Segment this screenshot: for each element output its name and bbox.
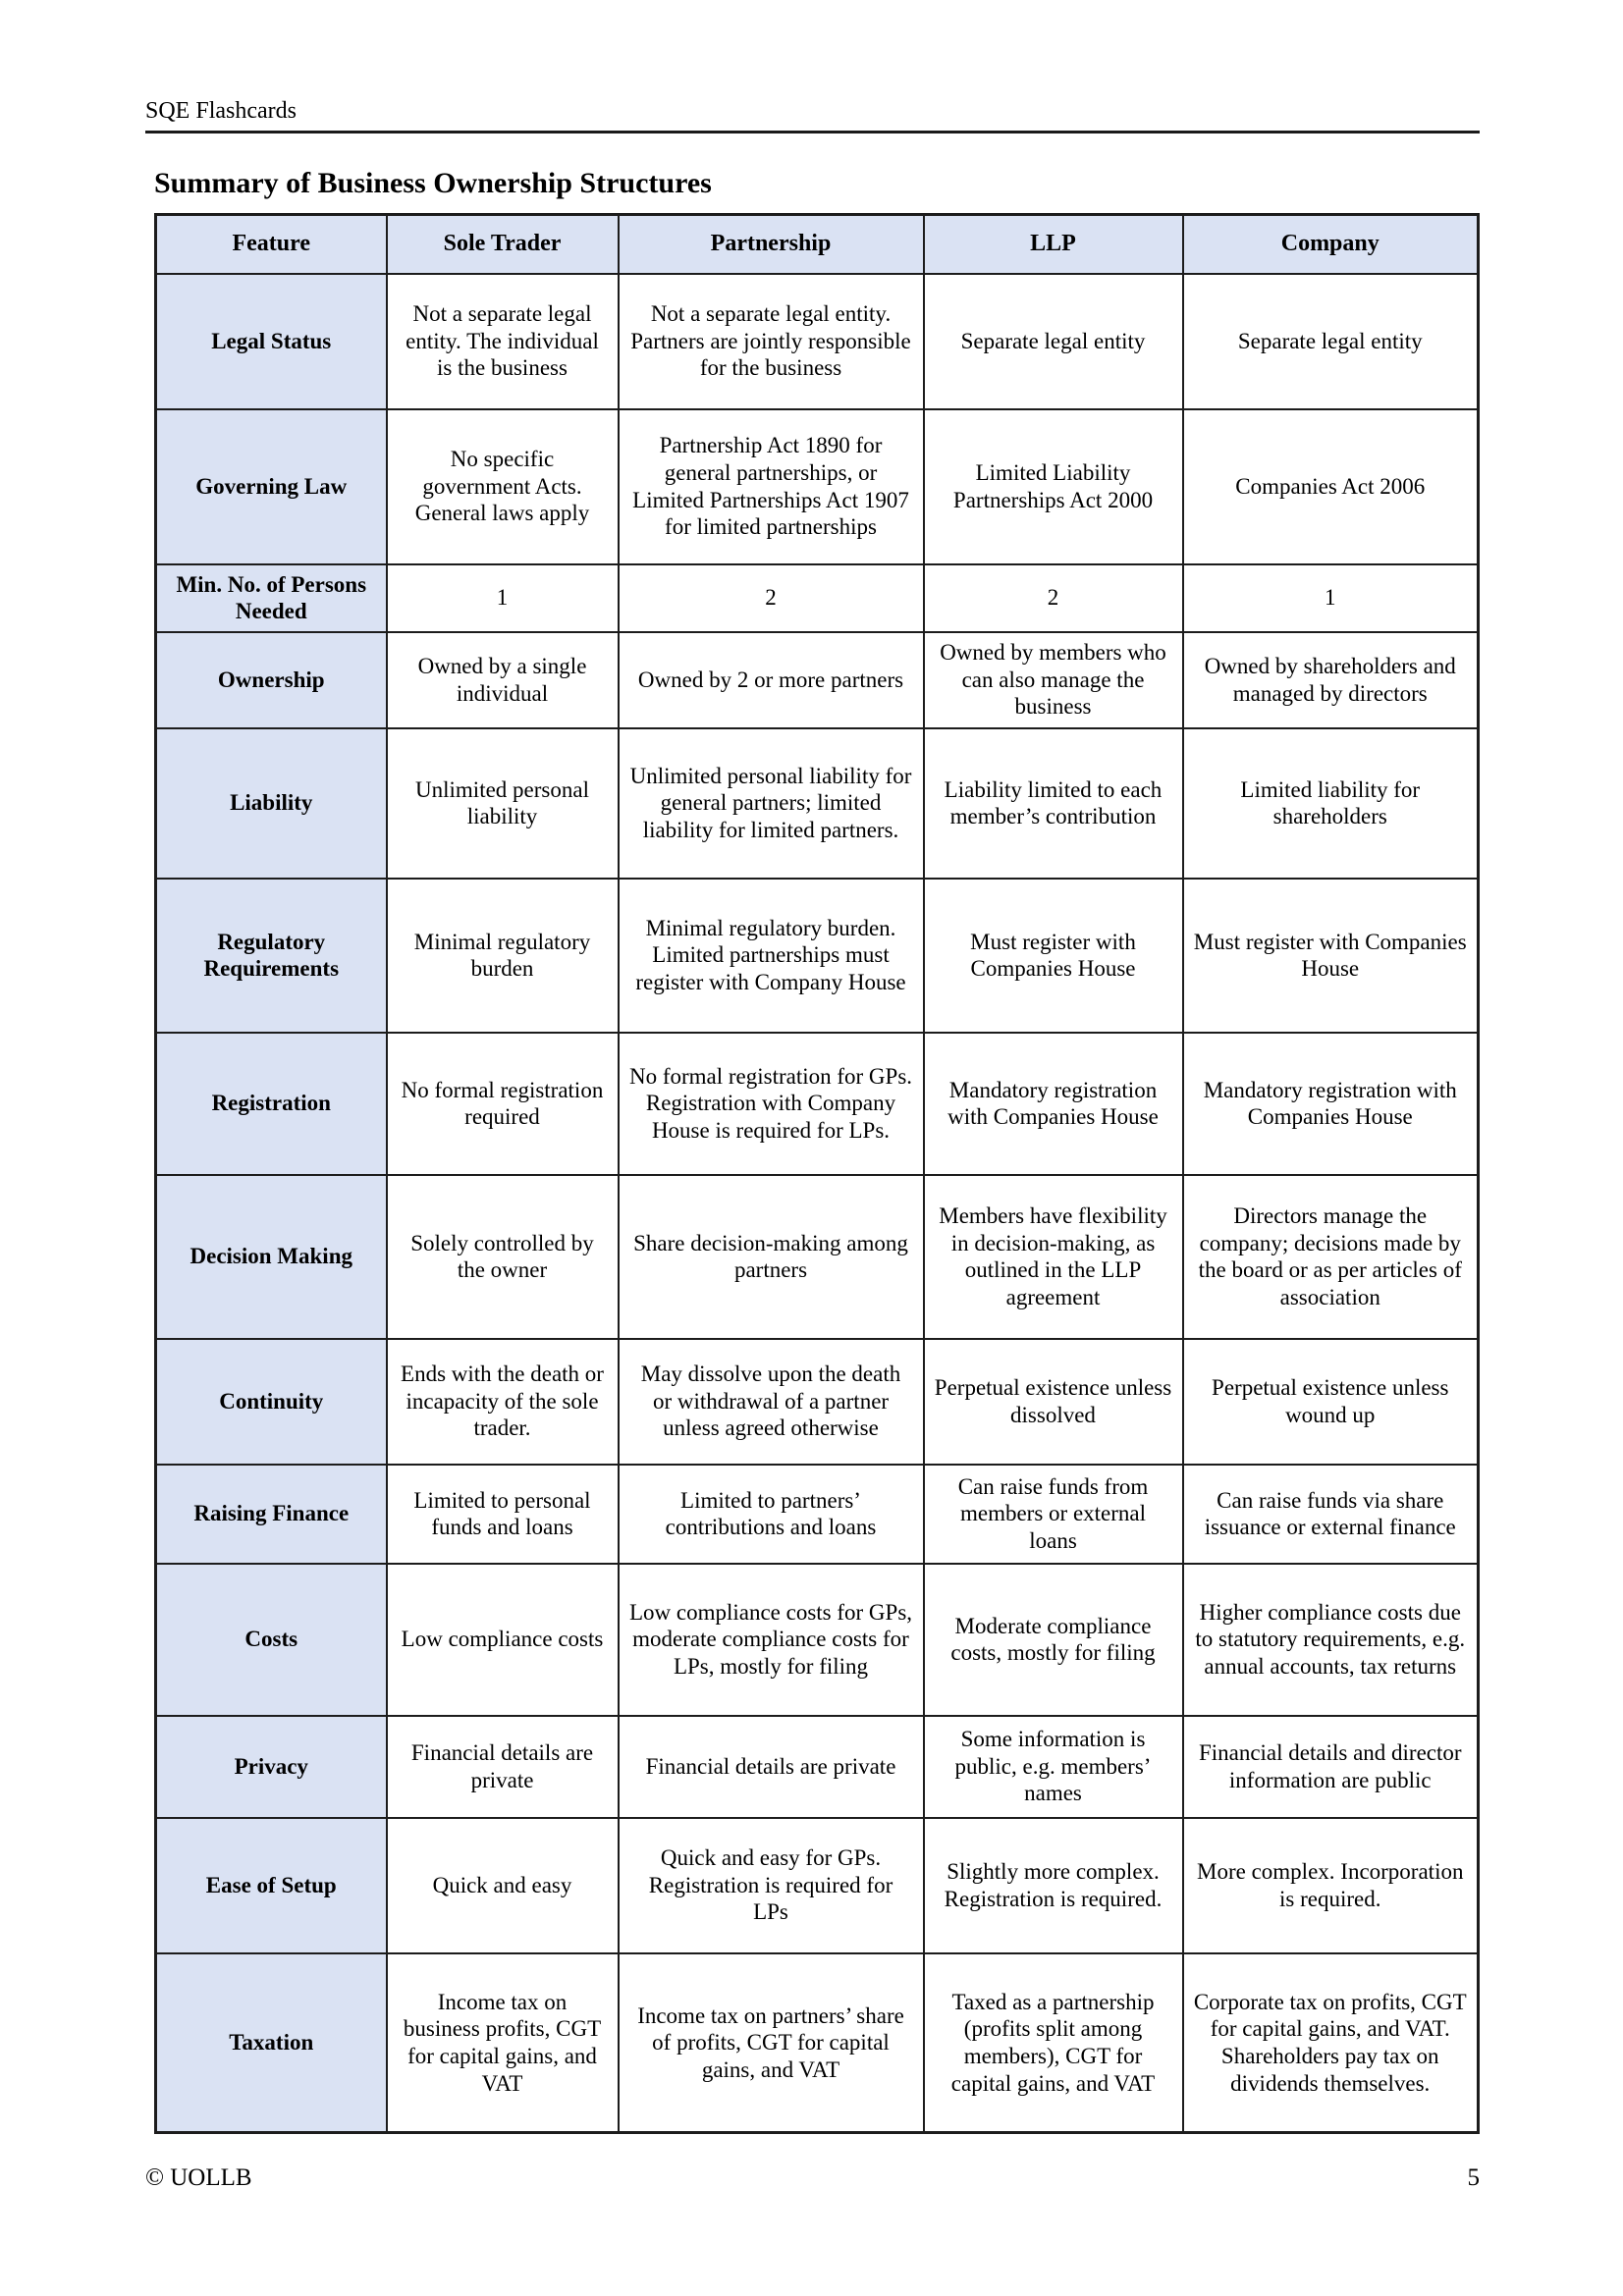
table-cell: Corporate tax on profits, CGT for capital gains, and VAT. Shareholders pay tax on dividends themselves. <box>1183 1953 1479 2133</box>
table-cell: Not a separate legal entity. The individual is the business <box>387 274 619 409</box>
table-cell: 1 <box>1183 564 1479 632</box>
table-cell: Solely controlled by the owner <box>387 1175 619 1339</box>
table-cell: Low compliance costs <box>387 1564 619 1716</box>
table-cell: Directors manage the company; decisions made by the board or as per articles of association <box>1183 1175 1479 1339</box>
table-row <box>156 632 1479 728</box>
table-cell: Can raise funds from members or external loans <box>924 1465 1183 1564</box>
feature-label: Raising Finance <box>156 1465 387 1564</box>
table-cell: Limited Liability Partnerships Act 2000 <box>924 409 1183 564</box>
table-cell: Mandatory registration with Companies House <box>1183 1033 1479 1175</box>
table-cell: Share decision-making among partners <box>619 1175 924 1339</box>
feature-label: Ease of Setup <box>156 1818 387 1953</box>
table-cell: Ends with the death or incapacity of the sole trader. <box>387 1339 619 1465</box>
page-title: Summary of Business Ownership Structures <box>154 167 712 199</box>
table-cell: No formal registration for GPs. Registration with Company House is required for LPs. <box>619 1033 924 1175</box>
table-cell: Owned by a single individual <box>387 632 619 728</box>
table-cell: Mandatory registration with Companies House <box>924 1033 1183 1175</box>
table-row <box>156 274 1479 409</box>
table-cell: 1 <box>387 564 619 632</box>
table-cell: No specific government Acts. General laws apply <box>387 409 619 564</box>
table-cell: Financial details are private <box>387 1716 619 1818</box>
feature-label: Continuity <box>156 1339 387 1465</box>
table-cell: Can raise funds via share issuance or external finance <box>1183 1465 1479 1564</box>
feature-label: Ownership <box>156 632 387 728</box>
column-header-feature: Feature <box>156 215 387 274</box>
feature-label: Regulatory Requirements <box>156 879 387 1033</box>
table-row <box>156 1818 1479 1953</box>
table-cell: Some information is public, e.g. members’ names <box>924 1716 1183 1818</box>
table-cell: Low compliance costs for GPs, moderate compliance costs for LPs, mostly for filing <box>619 1564 924 1716</box>
table-row <box>156 409 1479 564</box>
table-cell: More complex. Incorporation is required. <box>1183 1818 1479 1953</box>
table-cell: Financial details are private <box>619 1716 924 1818</box>
table-row <box>156 564 1479 632</box>
table-cell: Unlimited personal liability <box>387 728 619 879</box>
table-cell: Must register with Companies House <box>924 879 1183 1033</box>
table-row <box>156 1465 1479 1564</box>
running-header: SQE Flashcards <box>145 98 297 124</box>
feature-label: Legal Status <box>156 274 387 409</box>
ownership-structures-table <box>154 213 1480 2134</box>
table-cell: Liability limited to each member’s contribution <box>924 728 1183 879</box>
table-row <box>156 1953 1479 2133</box>
feature-label: Governing Law <box>156 409 387 564</box>
feature-label: Liability <box>156 728 387 879</box>
table-cell: Higher compliance costs due to statutory requirements, e.g. annual accounts, tax returns <box>1183 1564 1479 1716</box>
table-cell: Moderate compliance costs, mostly for filing <box>924 1564 1183 1716</box>
table-header-row <box>156 215 1479 274</box>
table-cell: Separate legal entity <box>924 274 1183 409</box>
feature-label: Min. No. of Persons Needed <box>156 564 387 632</box>
table-cell: Owned by shareholders and managed by directors <box>1183 632 1479 728</box>
feature-label: Privacy <box>156 1716 387 1818</box>
table-cell: Income tax on partners’ share of profits, CGT for capital gains, and VAT <box>619 1953 924 2133</box>
table-cell: Not a separate legal entity. Partners are jointly responsible for the business <box>619 274 924 409</box>
table-row <box>156 879 1479 1033</box>
table-cell: Quick and easy <box>387 1818 619 1953</box>
table-cell: Must register with Companies House <box>1183 879 1479 1033</box>
column-header-partnership: Partnership <box>619 215 924 274</box>
table-cell: Companies Act 2006 <box>1183 409 1479 564</box>
table-cell: Owned by 2 or more partners <box>619 632 924 728</box>
header-rule-divider <box>145 131 1480 133</box>
table-cell: May dissolve upon the death or withdrawal of a partner unless agreed otherwise <box>619 1339 924 1465</box>
page-number: 5 <box>1467 2164 1480 2191</box>
footer-copyright: © UOLLB <box>145 2164 252 2191</box>
table-row <box>156 1564 1479 1716</box>
table-row <box>156 1033 1479 1175</box>
table-cell: Income tax on business profits, CGT for capital gains, and VAT <box>387 1953 619 2133</box>
table-cell: Unlimited personal liability for general partners; limited liability for limited partners. <box>619 728 924 879</box>
table-cell: Minimal regulatory burden. Limited partnerships must register with Company House <box>619 879 924 1033</box>
table-cell: Limited to personal funds and loans <box>387 1465 619 1564</box>
feature-label: Decision Making <box>156 1175 387 1339</box>
feature-label: Registration <box>156 1033 387 1175</box>
table-cell: Partnership Act 1890 for general partnerships, or Limited Partnerships Act 1907 for limited partnerships <box>619 409 924 564</box>
table-cell: Separate legal entity <box>1183 274 1479 409</box>
table-cell: Members have flexibility in decision-making, as outlined in the LLP agreement <box>924 1175 1183 1339</box>
column-header-sole-trader: Sole Trader <box>387 215 619 274</box>
feature-label: Taxation <box>156 1953 387 2133</box>
table-row <box>156 1339 1479 1465</box>
table-cell: Perpetual existence unless wound up <box>1183 1339 1479 1465</box>
table-cell: Financial details and director information are public <box>1183 1716 1479 1818</box>
table-cell: Limited liability for shareholders <box>1183 728 1479 879</box>
table-cell: Owned by members who can also manage the business <box>924 632 1183 728</box>
column-header-company: Company <box>1183 215 1479 274</box>
table-cell: Quick and easy for GPs. Registration is required for LPs <box>619 1818 924 1953</box>
table-cell: Minimal regulatory burden <box>387 879 619 1033</box>
table-row <box>156 1716 1479 1818</box>
table-cell: Perpetual existence unless dissolved <box>924 1339 1183 1465</box>
feature-label: Costs <box>156 1564 387 1716</box>
table-cell: No formal registration required <box>387 1033 619 1175</box>
page-footer <box>145 2165 1480 2190</box>
table-cell: 2 <box>619 564 924 632</box>
table-row <box>156 728 1479 879</box>
table-cell: Limited to partners’ contributions and loans <box>619 1465 924 1564</box>
table-cell: Taxed as a partnership (profits split among members), CGT for capital gains, and VAT <box>924 1953 1183 2133</box>
table-row <box>156 1175 1479 1339</box>
table-cell: Slightly more complex. Registration is required. <box>924 1818 1183 1953</box>
table-cell: 2 <box>924 564 1183 632</box>
column-header-llp: LLP <box>924 215 1183 274</box>
